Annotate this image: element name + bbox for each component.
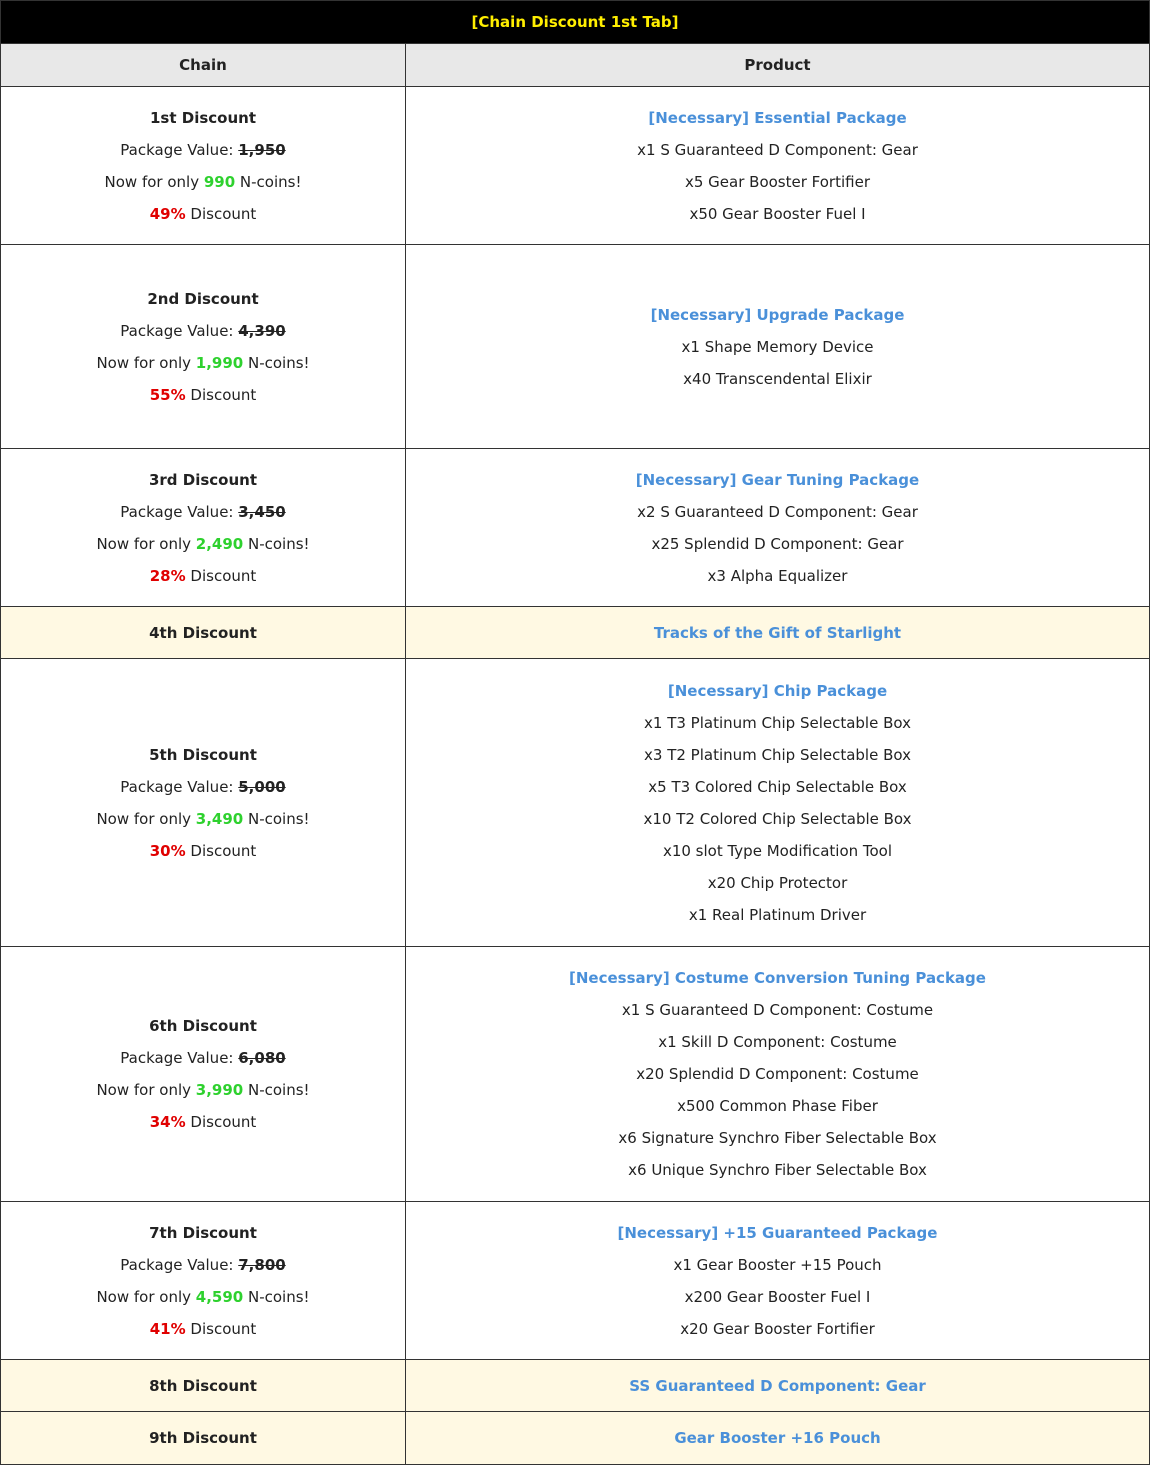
- package-name: [Necessary] Costume Conversion Tuning Package: [569, 969, 986, 987]
- discount-line: [1, 560, 405, 592]
- package-name: SS Guaranteed D Component: Gear: [629, 1376, 926, 1395]
- discount-line: [1, 1313, 405, 1345]
- discount-name: 7th Discount: [149, 1223, 257, 1242]
- discount-name: 5th Discount: [149, 745, 257, 764]
- discount-label: Discount: [185, 841, 257, 860]
- discount-name: 9th Discount: [149, 1429, 257, 1447]
- table-row: [1, 947, 1150, 1202]
- now-for-only-label: Now for only: [96, 353, 196, 372]
- now-for-only-label: Now for only: [96, 534, 196, 553]
- sale-price: 3,990: [195, 1081, 244, 1099]
- chain-cell: [1, 1412, 406, 1465]
- price-line: [1, 1281, 405, 1313]
- original-value: 3,450: [238, 502, 286, 521]
- product-item: x20 Splendid D Component: Costume: [636, 1065, 919, 1083]
- chain-cell: [1, 1360, 406, 1412]
- discount-percent: 34%: [149, 1113, 186, 1131]
- discount-name: 6th Discount: [149, 1017, 257, 1035]
- product-item: x25 Splendid D Component: Gear: [651, 534, 904, 553]
- chain-cell: [1, 449, 406, 607]
- product-item: x5 Gear Booster Fortifier: [684, 172, 870, 191]
- package-value-line: [1, 1249, 405, 1281]
- product-item: x10 slot Type Modification Tool: [662, 841, 893, 860]
- product-item: x3 T2 Platinum Chip Selectable Box: [644, 745, 911, 764]
- title-row: [1, 1, 1150, 44]
- discount-name: 1st Discount: [149, 108, 256, 127]
- original-value: 4,390: [238, 321, 286, 340]
- discount-percent: 49%: [149, 204, 186, 223]
- product-item: x500 Common Phase Fiber: [677, 1097, 878, 1115]
- sale-price: 1,990: [195, 353, 244, 372]
- product-header: Product: [406, 44, 1150, 87]
- product-cell: [406, 449, 1150, 607]
- product-item: x6 Unique Synchro Fiber Selectable Box: [628, 1161, 927, 1179]
- now-for-only-label: Now for only: [96, 809, 196, 828]
- original-value: 1,950: [238, 140, 286, 159]
- discount-percent: 55%: [149, 385, 186, 404]
- product-item: x6 Signature Synchro Fiber Selectable Box: [618, 1129, 937, 1147]
- price-line: [1, 803, 405, 835]
- chain-cell: [1, 659, 406, 947]
- sale-price: 3,490: [195, 809, 244, 828]
- product-item: x20 Gear Booster Fortifier: [680, 1319, 875, 1338]
- package-name: Tracks of the Gift of Starlight: [653, 623, 902, 642]
- product-item: x50 Gear Booster Fuel I: [689, 204, 866, 223]
- table-row: [1, 607, 1150, 659]
- chain-cell: [1, 87, 406, 245]
- ncoins-label: N-coins!: [243, 1287, 310, 1306]
- discount-percent: 30%: [149, 841, 186, 860]
- table-row: [1, 659, 1150, 947]
- table-row: [1, 87, 1150, 245]
- discount-label: Discount: [185, 1113, 257, 1131]
- product-item: x200 Gear Booster Fuel I: [684, 1287, 871, 1306]
- header-row: [1, 44, 1150, 87]
- table-row: [1, 1360, 1150, 1412]
- ncoins-label: N-coins!: [243, 534, 310, 553]
- discount-name: 4th Discount: [149, 623, 257, 642]
- chain-cell: [1, 245, 406, 449]
- product-item: x1 Skill D Component: Costume: [658, 1033, 897, 1051]
- product-cell: [406, 87, 1150, 245]
- product-item: x5 T3 Colored Chip Selectable Box: [648, 777, 907, 796]
- discount-percent: 28%: [149, 566, 186, 585]
- table-title: [Chain Discount 1st Tab]: [1, 1, 1150, 44]
- package-name: [Necessary] Essential Package: [648, 108, 907, 127]
- discount-label: Discount: [185, 204, 257, 223]
- discount-name: 3rd Discount: [148, 470, 258, 489]
- ncoins-label: N-coins!: [243, 353, 310, 372]
- price-line: [1, 528, 405, 560]
- now-for-only-label: Now for only: [96, 1081, 196, 1099]
- product-item: x1 T3 Platinum Chip Selectable Box: [644, 713, 911, 732]
- product-item: x1 S Guaranteed D Component: Gear: [637, 140, 918, 159]
- package-value-label: Package Value:: [120, 502, 239, 521]
- discount-line: [1, 1106, 405, 1138]
- product-item: x1 Real Platinum Driver: [688, 905, 867, 924]
- ncoins-label: N-coins!: [243, 809, 310, 828]
- product-cell: [406, 1360, 1150, 1412]
- original-value: 6,080: [238, 1049, 286, 1067]
- discount-label: Discount: [185, 566, 257, 585]
- sale-price: 990: [203, 172, 236, 191]
- product-item: x1 Shape Memory Device: [681, 337, 874, 356]
- product-cell: [406, 1412, 1150, 1465]
- chain-cell: [1, 1202, 406, 1360]
- package-name: [Necessary] Gear Tuning Package: [635, 470, 920, 489]
- price-line: [1, 166, 405, 198]
- package-value-label: Package Value:: [120, 140, 239, 159]
- package-name: Gear Booster +16 Pouch: [674, 1429, 881, 1447]
- chain-cell: [1, 947, 406, 1202]
- sale-price: 2,490: [195, 534, 244, 553]
- table-row: [1, 1412, 1150, 1465]
- product-item: x10 T2 Colored Chip Selectable Box: [643, 809, 912, 828]
- discount-label: Discount: [185, 1319, 257, 1338]
- product-cell: [406, 245, 1150, 449]
- package-value-line: [1, 315, 405, 347]
- package-value-label: Package Value:: [120, 1049, 239, 1067]
- package-value-label: Package Value:: [120, 1255, 239, 1274]
- product-cell: [406, 1202, 1150, 1360]
- package-value-line: [1, 1042, 405, 1074]
- package-name: [Necessary] +15 Guaranteed Package: [617, 1223, 938, 1242]
- table-row: [1, 245, 1150, 449]
- product-item: x1 S Guaranteed D Component: Costume: [621, 1001, 934, 1019]
- chain-header: Chain: [1, 44, 406, 87]
- discount-line: [1, 198, 405, 230]
- package-name: [Necessary] Chip Package: [667, 681, 888, 700]
- product-cell: [406, 947, 1150, 1202]
- discount-line: [1, 835, 405, 867]
- package-value-label: Package Value:: [120, 777, 239, 796]
- discount-percent: 41%: [149, 1319, 186, 1338]
- product-cell: [406, 607, 1150, 659]
- package-value-line: [1, 496, 405, 528]
- product-item: x3 Alpha Equalizer: [707, 566, 848, 585]
- discount-label: Discount: [185, 385, 257, 404]
- original-value: 7,800: [238, 1255, 286, 1274]
- product-item: x20 Chip Protector: [707, 873, 848, 892]
- discount-name: 2nd Discount: [147, 289, 259, 308]
- discount-name: 8th Discount: [149, 1376, 257, 1395]
- ncoins-label: N-coins!: [243, 1081, 310, 1099]
- product-item: x2 S Guaranteed D Component: Gear: [637, 502, 918, 521]
- package-value-line: [1, 134, 405, 166]
- original-value: 5,000: [238, 777, 286, 796]
- now-for-only-label: Now for only: [96, 1287, 196, 1306]
- sale-price: 4,590: [195, 1287, 244, 1306]
- chain-cell: [1, 607, 406, 659]
- price-line: [1, 347, 405, 379]
- price-line: [1, 1074, 405, 1106]
- product-item: x1 Gear Booster +15 Pouch: [673, 1255, 882, 1274]
- discount-line: [1, 379, 405, 411]
- product-cell: [406, 659, 1150, 947]
- package-value-line: [1, 771, 405, 803]
- product-item: x40 Transcendental Elixir: [683, 369, 872, 388]
- package-name: [Necessary] Upgrade Package: [650, 305, 905, 324]
- package-value-label: Package Value:: [120, 321, 239, 340]
- table-row: [1, 1202, 1150, 1360]
- table-row: [1, 449, 1150, 607]
- ncoins-label: N-coins!: [235, 172, 302, 191]
- now-for-only-label: Now for only: [104, 172, 204, 191]
